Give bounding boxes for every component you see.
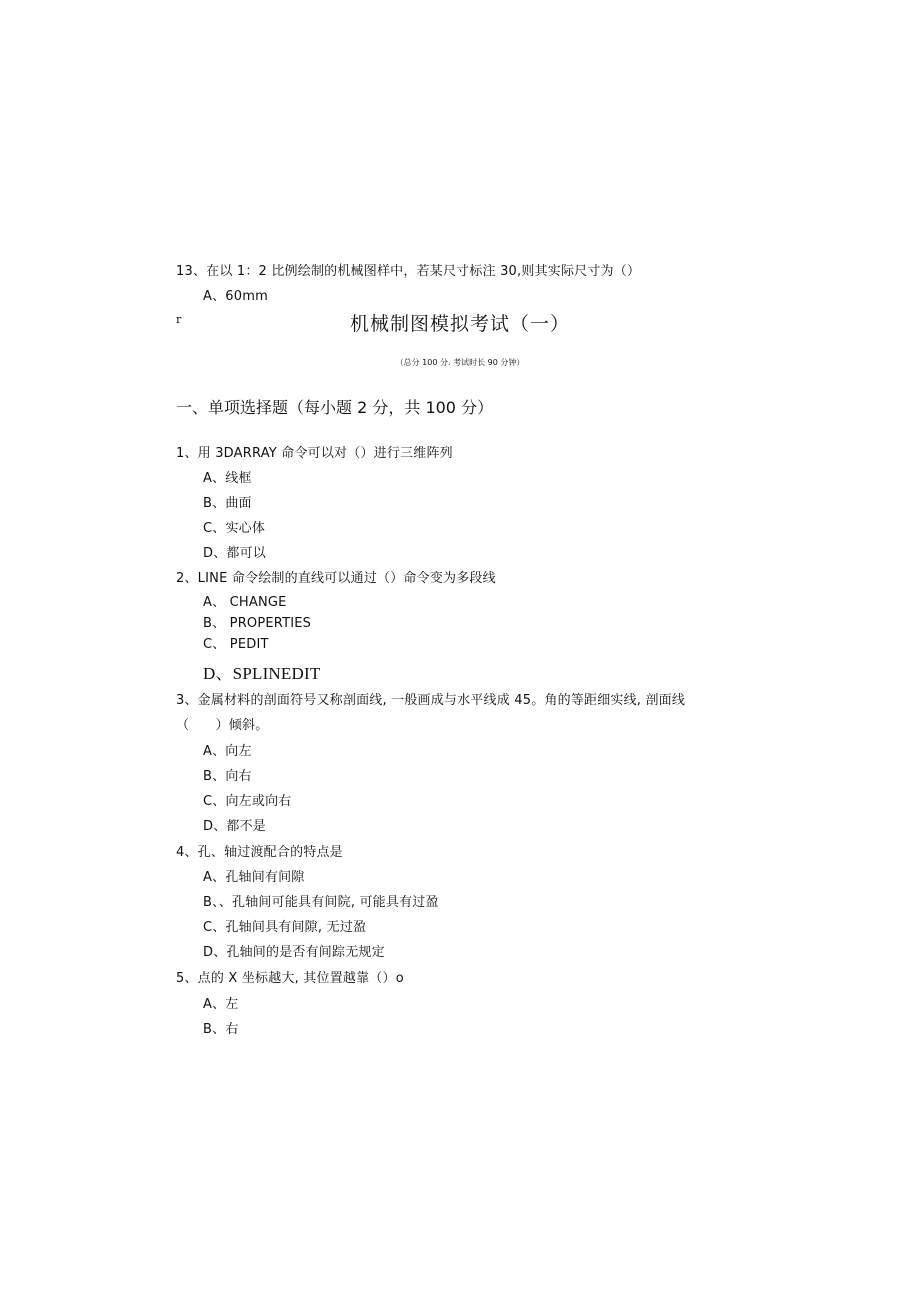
question-3-stem: 3、金属材料的剖面符号又称剖面线, 一般画成与水平线成 45。角的等距细实线, 剖面线	[176, 693, 686, 708]
question-2-option-a: A、 CHANGE	[203, 595, 287, 610]
question-5-option-b: B、右	[203, 1022, 239, 1037]
question-3-option-d: D、都不是	[203, 819, 267, 834]
question-3-stem-continued: （ ）倾斜。	[176, 718, 269, 733]
question-4-option-b: B、、孔轴间可能具有间院, 可能具有过盈	[203, 895, 439, 910]
question-1-option-c: C、实心体	[203, 521, 266, 536]
question-3-option-c: C、向左或向右	[203, 794, 292, 809]
question-1-option-a: A、线框	[203, 471, 252, 486]
question-13-option-a: A、60mm	[203, 289, 268, 304]
question-5-option-a: A、左	[203, 997, 239, 1012]
question-3-option-a: A、向左	[203, 744, 252, 759]
question-13-stem: 13、在以 1：2 比例绘制的机械图样中，若某尺寸标注 30,则其实际尺寸为（）	[176, 264, 641, 279]
question-4-option-a: A、孔轴间有间隙	[203, 870, 305, 885]
question-1-option-d: D、都可以	[203, 546, 267, 561]
question-1-stem: 1、用 3DARRAY 命令可以对（）进行三维阵列	[176, 446, 453, 461]
question-4-option-d: D、孔轴间的是否有间踪无规定	[203, 945, 385, 960]
question-1-option-b: B、曲面	[203, 496, 252, 511]
stray-mark: r	[176, 313, 182, 326]
question-4-option-c: C、孔轴间具有间隙, 无过盈	[203, 920, 367, 935]
question-4-stem: 4、孔、轴过渡配合的特点是	[176, 845, 343, 860]
question-2-option-c: C、 PEDIT	[203, 637, 269, 652]
question-2-option-b: B、 PROPERTIES	[203, 616, 312, 631]
question-5-stem: 5、点的 X 坐标越大, 其位置越靠（）o	[176, 971, 404, 986]
exam-subtitle: （总分 100 分. 考试时长 90 分钟）	[395, 358, 525, 367]
question-2-stem: 2、LINE 命令绘制的直线可以通过（）命令变为多段线	[176, 571, 496, 586]
section-heading: 一、单项选择题（每小题 2 分，共 100 分）	[176, 398, 494, 417]
question-3-option-b: B、向右	[203, 769, 252, 784]
exam-title: 机械制图模拟考试（一）	[349, 313, 570, 335]
question-2-option-d: D、SPLINEDIT	[203, 664, 321, 683]
